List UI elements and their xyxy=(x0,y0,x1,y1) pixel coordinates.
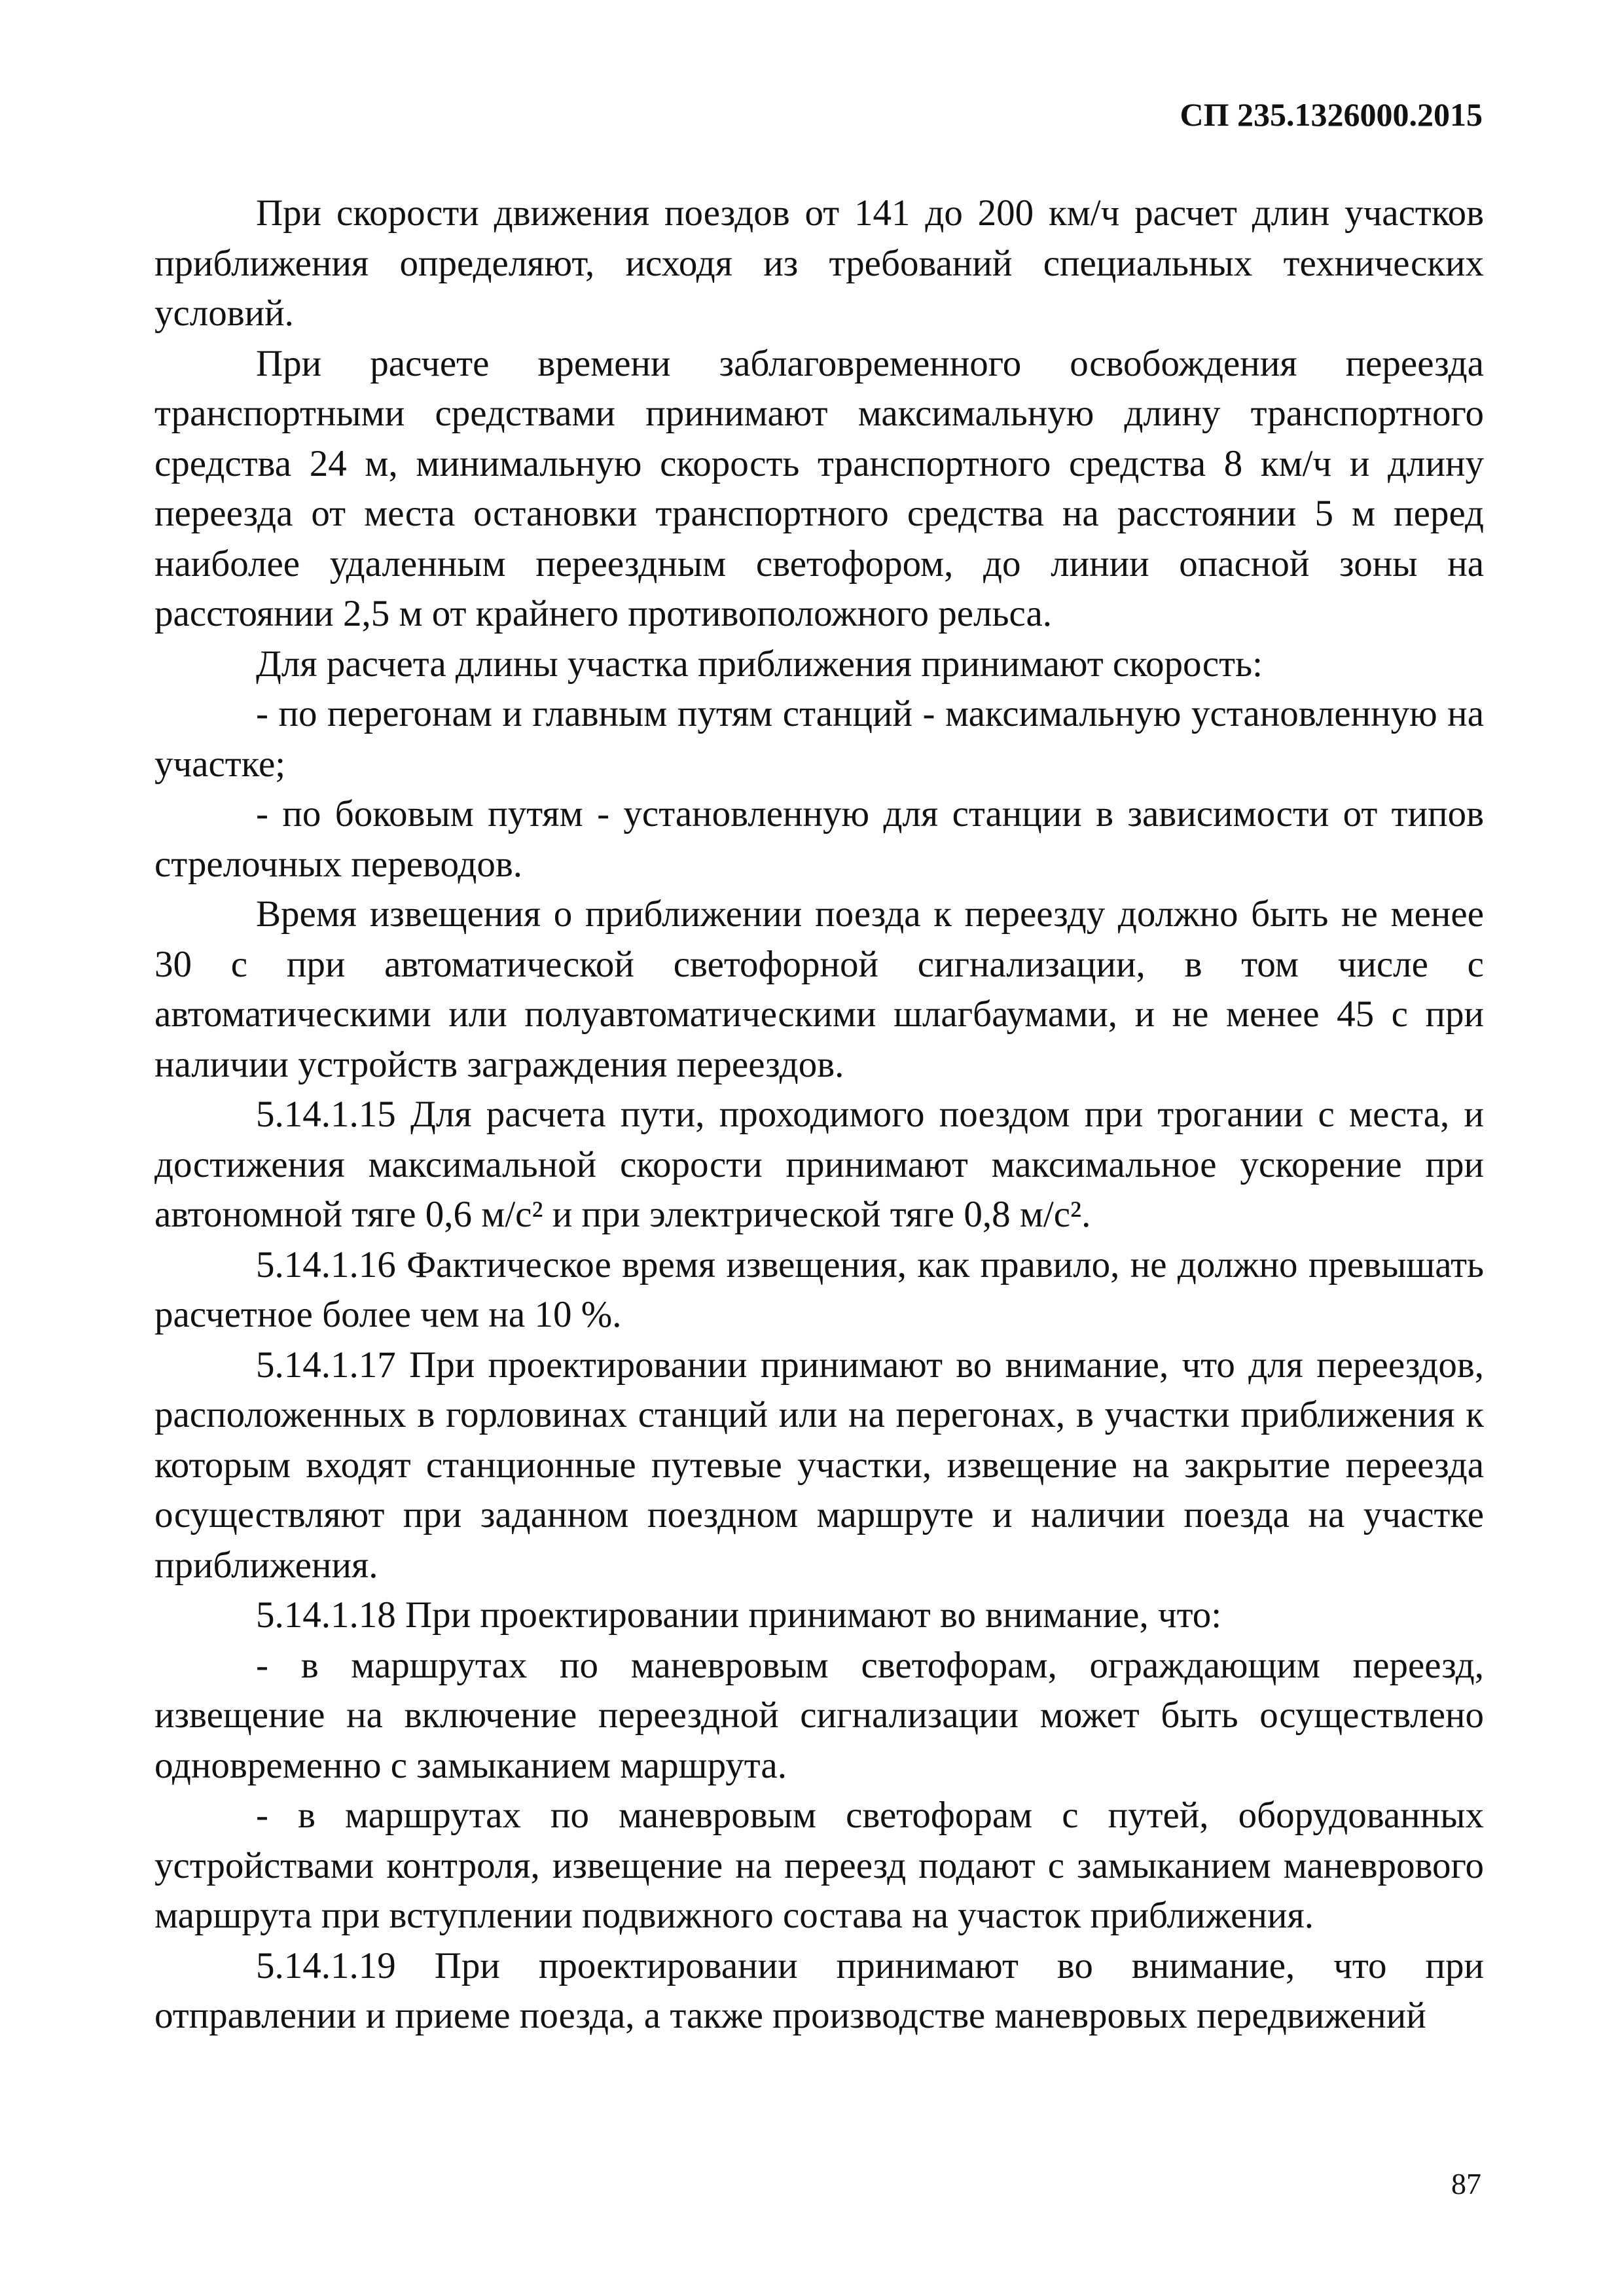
paragraph-speed-141-200: При скорости движения поездов от 141 до 200 км/ч расчет длин участков приближения определяют, исходя из требований специальных технических условий. xyxy=(154,192,1484,334)
paragraph-notification-time: Время извещения о приближении поезда к переезду должно быть не менее 30 с при автоматической светофорной сигнализации, в том числе с автоматическими или полуавтоматическими шлагбаумами, и не менее 45 с при наличии устройств заграждения переездов. xyxy=(154,893,1484,1085)
clause-5-14-1-16: 5.14.1.16 Фактическое время извещения, как правило, не должно превышать расчетное более чем на 10 %. xyxy=(154,1244,1484,1335)
paragraph-main-track-speed: - по перегонам и главным путям станций - максимальную установленную на участке; xyxy=(154,693,1484,785)
clause-5-14-1-17: 5.14.1.17 При проектировании принимают во внимание, что для переездов, расположенных в горловинах станций или на перегонах, в участки приближения к которым входят станционные путевые участки, извещение на закрытие переезда осуществляют при заданном поездном маршруте и наличии поезда на участке приближения. xyxy=(154,1344,1484,1586)
paragraph-vehicle-clearance-time: При расчете времени заблаговременного освобождения переезда транспортными средствами принимают максимальную длину транспортного средства 24 м, минимальную скорость транспортного средства 8 км/ч и длину переезда от места остановки транспортного средства на расстоянии 5 м перед наиболее удаленным переездным светофором, до линии опасной зоны на расстоянии 2,5 м от крайнего противоположного рельса. xyxy=(154,342,1484,634)
paragraph-shunting-signals-tracks: - в маршрутах по маневровым светофорам с путей, оборудованных устройствами контроля, извещение на переезд подают с замыканием маневрового маршрута при вступлении подвижного состава на участок приближения. xyxy=(154,1795,1484,1936)
clause-5-14-1-19: 5.14.1.19 При проектировании принимают во внимание, что при отправлении и приеме поезда, а также производстве маневровых передвижений xyxy=(154,1945,1484,2036)
page-body xyxy=(154,188,1484,2041)
document-code-header: СП 235.1326000.2015 xyxy=(1180,96,1483,133)
paragraph-side-track-speed: - по боковым путям - установленную для станции в зависимости от типов стрелочных переводов. xyxy=(154,793,1484,885)
paragraph-approach-length-speed: Для расчета длины участка приближения принимают скорость: xyxy=(256,643,1263,685)
clause-5-14-1-15: 5.14.1.15 Для расчета пути, проходимого поездом при трогании с места, и достижения максимальной скорости принимают максимальное ускорение при автономной тяге 0,6 м/с² и при электрической тяге 0,8 м/с². xyxy=(154,1094,1484,1235)
paragraph-shunting-signals-guarding: - в маршрутах по маневровым светофорам, ограждающим переезд, извещение на включение переездной сигнализации может быть осуществлено одновременно с замыканием маршрута. xyxy=(154,1644,1484,1786)
clause-5-14-1-18: 5.14.1.18 При проектировании принимают во внимание, что: xyxy=(256,1594,1222,1636)
page-number: 87 xyxy=(1451,2167,1481,2200)
